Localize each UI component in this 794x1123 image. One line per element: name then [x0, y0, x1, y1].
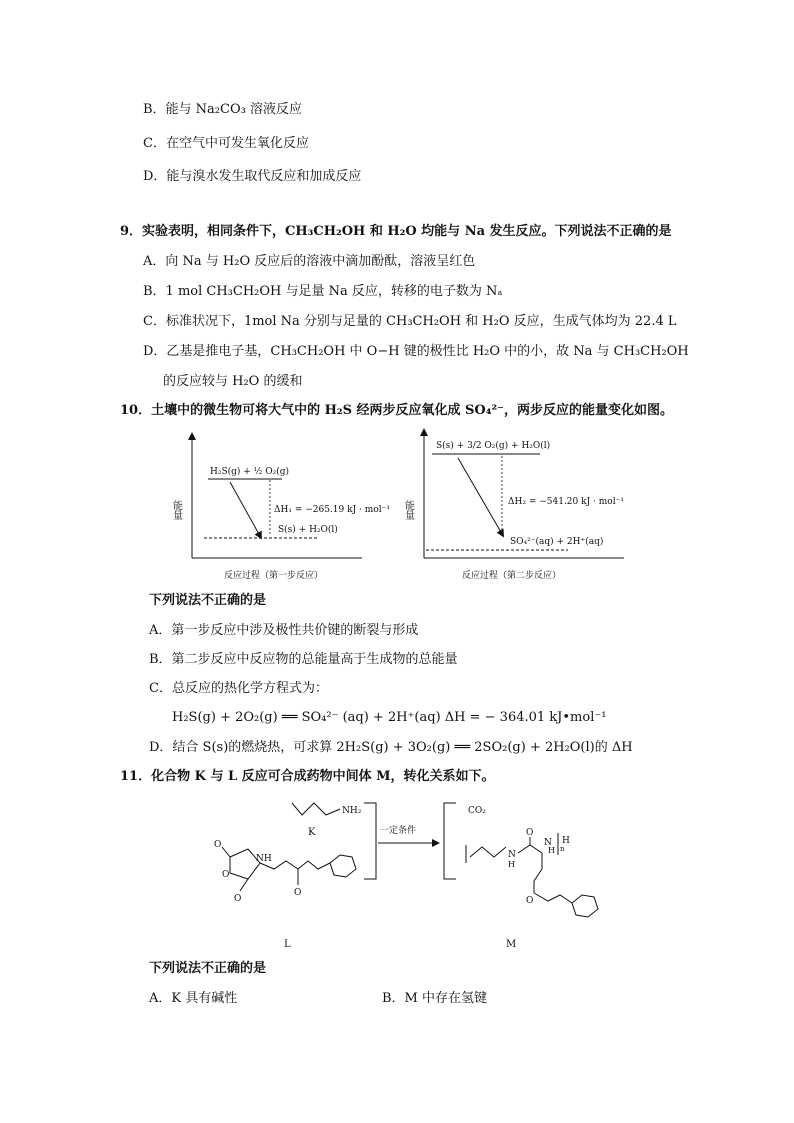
svg-text:O: O [294, 888, 302, 898]
co2-label: CO₂ [468, 806, 486, 816]
svg-text:NH: NH [256, 854, 272, 864]
q10-option-b: B．第二步反应中反应物的总能量高于生成物的总能量 [149, 652, 458, 667]
q8-option-b: B．能与 Na₂CO₃ 溶液反应 [143, 102, 302, 117]
q11-stem: 11．化合物 K 与 L 反应可合成药物中间体 M，转化关系如下。 [120, 769, 495, 784]
products-label: SO₄²⁻(aq) + 2H⁺(aq) [510, 537, 604, 547]
k-label: K [308, 827, 316, 838]
q10-option-a: A．第一步反应中涉及极性共价键的断裂与形成 [149, 623, 419, 638]
q10-option-d: D．结合 S(s)的燃烧热，可求算 2H₂S(g) + 3O₂(g) ══ 2SO₂(g) + 2H₂O(l)的 ΔH [149, 740, 633, 755]
q9-option-a: A．向 Na 与 H₂O 反应后的溶液中滴加酚酞，溶液呈红色 [143, 254, 476, 269]
svg-text:O: O [526, 896, 534, 906]
q11-option-b: B．M 中存在氢键 [382, 991, 487, 1006]
svg-text:O: O [214, 840, 222, 850]
q10-equation: H₂S(g) + 2O₂(g) ══ SO₄²⁻ (aq) + 2H⁺(aq) ΔH = − 364.01 kJ•mol⁻¹ [172, 710, 607, 725]
q9-stem: 9．实验表明，相同条件下，CH₃CH₂OH 和 H₂O 均能与 Na 发生反应。下列说法不正确的是 [120, 224, 672, 239]
svg-text:O: O [526, 828, 534, 838]
l-label: L [284, 939, 291, 950]
k-structure [292, 803, 340, 815]
q11-prompt: 下列说法不正确的是 [149, 961, 267, 976]
left-bracket [364, 803, 376, 879]
q8-option-d: D．能与溴水发生取代反应和加成反应 [143, 169, 362, 184]
l-structure [214, 840, 356, 904]
svg-text:N: N [544, 838, 552, 848]
reaction-arrow [230, 482, 260, 536]
q11-option-a: A．K 具有碱性 [149, 991, 238, 1006]
q9-option-d-line2: 的反应较与 H₂O 的缓和 [163, 374, 303, 389]
products-label: S(s) + H₂O(l) [278, 525, 338, 535]
q10-stem: 10．土壤中的微生物可将大气中的 H₂S 经两步反应氧化成 SO₄²⁻，两步反应的能量变化如图。 [120, 403, 673, 418]
q8-option-c: C．在空气中可发生氧化反应 [143, 136, 309, 151]
svg-text:H: H [548, 846, 555, 855]
m-structure [466, 828, 598, 917]
q10-option-c: C．总反应的热化学方程式为： [149, 681, 328, 696]
k-nh2-label: NH₂ [342, 806, 362, 816]
y-axis-label: 能量 [402, 500, 414, 520]
m-label: M [506, 939, 517, 950]
q9-option-b: B．1 mol CH₃CH₂OH 与足量 Na 反应，转移的电子数为 Nₐ [143, 284, 503, 299]
q9-option-d-line1: D．乙基是推电子基，CH₃CH₂OH 中 O−H 键的极性比 H₂O 中的小，故 Na 与 CH₃CH₂OH [143, 344, 689, 359]
right-bracket [444, 803, 456, 879]
svg-text:O: O [222, 870, 230, 880]
energy-diagram-step1 [170, 430, 390, 585]
reaction-scheme [200, 795, 620, 955]
reaction-arrow [458, 458, 502, 534]
dh2-label: ΔH₂ = −541.20 kJ · mol⁻¹ [508, 497, 624, 507]
energy-diagram-step2 [402, 430, 632, 585]
svg-text:n: n [560, 845, 565, 853]
q9-option-c: C．标准状况下，1mol Na 分别与足量的 CH₃CH₂OH 和 H₂O 反应，生成气体均为 22.4 L [143, 314, 677, 329]
svg-text:O: O [234, 894, 242, 904]
svg-text:H: H [508, 860, 515, 869]
y-axis-label: 能量 [170, 500, 182, 520]
svg-text:N: N [508, 850, 516, 860]
dh1-label: ΔH₁ = −265.19 kJ · mol⁻¹ [274, 505, 390, 515]
reactants-label: H₂S(g) + ½ O₂(g) [210, 467, 290, 477]
condition-label: 一定条件 [380, 826, 417, 836]
x-axis-label: 反应过程（第二步反应） [462, 571, 562, 581]
q10-prompt: 下列说法不正确的是 [149, 593, 267, 608]
svg-text:H: H [562, 836, 570, 846]
x-axis-label: 反应过程（第一步反应） [224, 571, 324, 581]
reactants-label: S(s) + 3/2 O₂(g) + H₂O(l) [436, 441, 551, 451]
